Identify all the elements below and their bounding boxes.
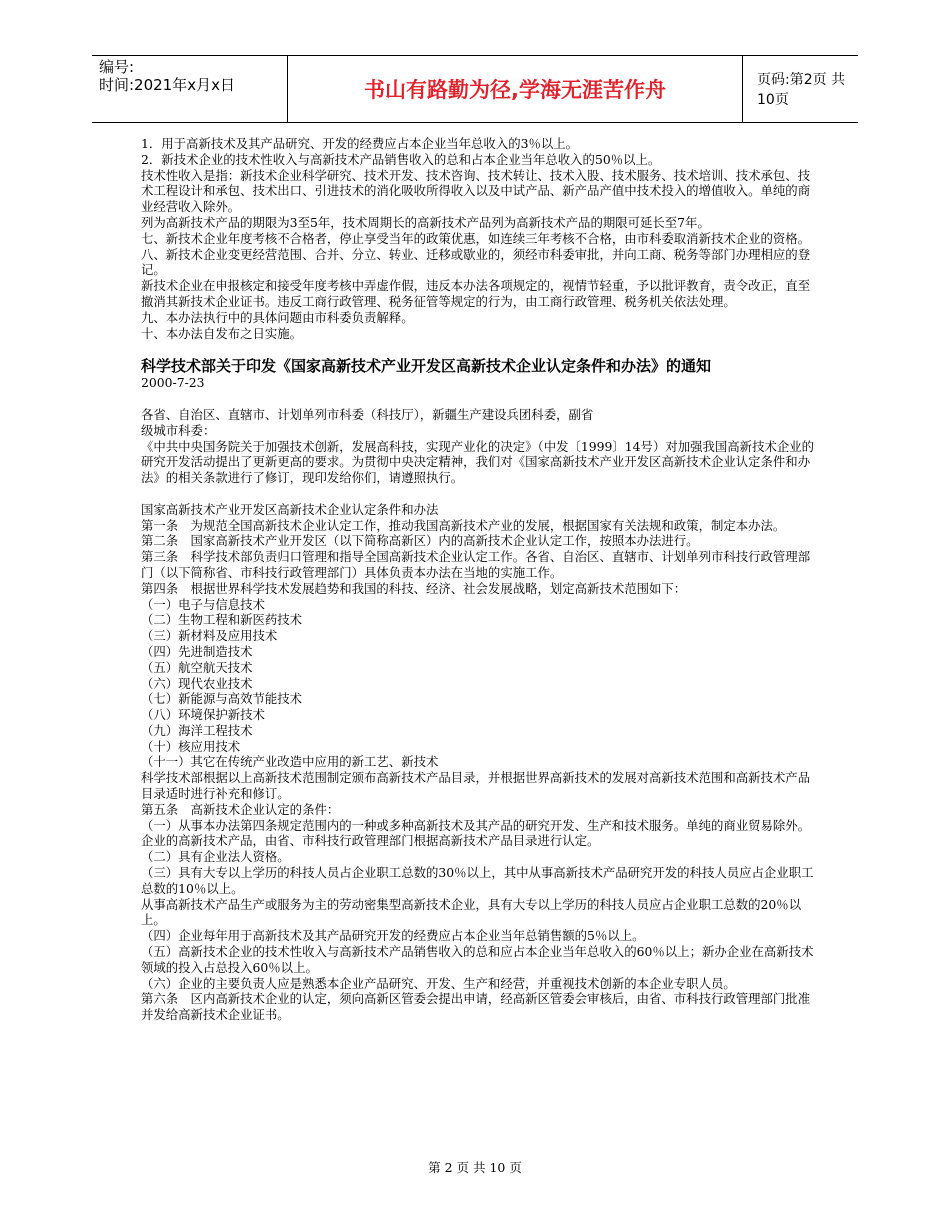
- list-item: （五）航空航天技术: [141, 659, 253, 675]
- paragraph: 新技术企业在申报核定和接受年度考核中弄虚作假，违反本办法各项规定的，视情节轻重，予以批评教育，责令改正，直至撤消其新技术企业证书。违反工商行政管理、税务征管等规定的行为，由工商行政管理、税务机关依法处理。: [141, 278, 811, 309]
- paragraph: 2．新技术企业的技术性收入与高新技术产品销售收入的总和占本企业当年总收入的50％以上。: [141, 151, 661, 167]
- spacer: [141, 486, 821, 502]
- article: 第六条 区内高新技术企业的认定，须向高新区管委会提出申请，经高新区管委会审核后，由省、市科技行政管理部门批准并发给高新技术企业证书。: [141, 991, 811, 1023]
- paragraph: 八、新技术企业变更经营范围、合并、分立、转业、迁移或歇业的，须经市科委审批，并向工商、税务等部门办理相应的登记。: [141, 246, 811, 278]
- list-item: （六）现代农业技术: [141, 675, 253, 691]
- list-item: （七）新能源与高效节能技术: [141, 691, 303, 707]
- notice-paragraph: 《中共中央国务院关于加强技术创新，发展高科技，实现产业化的决定》（中发〔1999〕14号）对加强我国高新技术企业的研究开发活动提出了更新更高的要求。为贯彻中央决定精神，我们对《国家高新技术产业开发区高新技术企业认定条件和办法》的相关条款进行了修订，现印发给你们，请遵照执行。: [141, 438, 815, 486]
- article: 第四条 根据世界科学技术发展趋势和我国的科技、经济、社会发展战略，划定高新技术范围如下：: [141, 580, 687, 596]
- document-time-label: 时间:2021年x月x日: [99, 76, 235, 94]
- list-item: （九）海洋工程技术: [141, 722, 253, 738]
- list-item: （三）新材料及应用技术: [141, 628, 278, 644]
- notice-date: 2000-7-23: [141, 375, 205, 391]
- paragraph: 技术性收入是指：新技术企业科学研究、技术开发、技术咨询、技术转让、技术入股、技术服务、技术培训、技术承包、技术工程设计和承包、技术出口、引进技术的消化吸收所得收入以及中试产品、新产品产值中技术投入的增值收入。单纯的商业经营收入除外。: [141, 167, 811, 215]
- article: 第五条 高新技术企业认定的条件：: [141, 801, 340, 817]
- article: 第二条 国家高新技术产业开发区（以下简称高新区）内的高新技术企业认定工作，按照本办法进行。: [141, 533, 699, 549]
- paragraph: （二）具有企业法人资格。: [141, 849, 290, 865]
- article: 第一条 为规范全国高新技术企业认定工作，推动我国高新技术产业的发展，根据国家有关法规和政策，制定本办法。: [141, 517, 786, 533]
- article: 第三条 科学技术部负责归口管理和指导全国高新技术企业认定工作。各省、自治区、直辖市、计划单列市科技行政管理部门（以下简称省、市科技行政管理部门）具体负责本办法在当地的实施工作。: [141, 549, 811, 580]
- list-item: （八）环境保护新技术: [141, 707, 265, 723]
- header-motto: 书山有路勤为径,学海无涯苦作舟: [287, 56, 743, 122]
- paragraph: 1．用于高新技术及其产品研究、开发的经费应占本企业当年总收入的3％以上。: [141, 136, 579, 151]
- page-header: [92, 55, 858, 123]
- addressee-line: 各省、自治区、直辖市、计划单列市科委（科技厅），新疆生产建设兵团科委，副省: [141, 406, 594, 422]
- page-footer: 第 2 页 共 10 页: [428, 1160, 522, 1175]
- paragraph: 科学技术部根据以上高新技术范围制定颁布高新技术产品目录，并根据世界高新技术的发展对高新技术范围和高新技术产品目录适时进行补充和修订。: [141, 770, 811, 802]
- paragraph: 七、新技术企业年度考核不合格者，停止享受当年的政策优惠，如连续三年考核不合格，由市科委取消新技术企业的资格。: [141, 230, 811, 246]
- paragraph: （一）从事本办法第四条规定范围内的一种或多种高新技术及其产品的研究开发、生产和技术服务。单纯的商业贸易除外。: [141, 817, 811, 833]
- paragraph: 从事高新技术产品生产或服务为主的劳动密集型高新技术企业，具有大专以上学历的科技人员应占企业职工总数的20％以上。: [141, 896, 802, 928]
- header-meta: [99, 58, 289, 94]
- header-page-number: 页码:第2页 共10页: [757, 72, 846, 108]
- list-item: （四）先进制造技术: [141, 643, 253, 659]
- notice-title: 科学技术部关于印发《国家高新技术产业开发区高新技术企业认定条件和办法》的通知: [141, 357, 712, 376]
- paragraph: （六）企业的主要负责人应是熟悉本企业产品研究、开发、生产和经营，并重视技术创新的本企业专职人员。: [141, 975, 736, 991]
- section-heading: 国家高新技术产业开发区高新技术企业认定条件和办法: [141, 501, 439, 517]
- list-item: （十一）其它在传统产业改造中应用的新工艺、新技术: [141, 754, 439, 770]
- paragraph: （四）企业每年用于高新技术及其产品研究开发的经费应占本企业当年总销售额的5％以上。: [141, 928, 645, 944]
- paragraph: 列为高新技术产品的期限为3至5年，技术周期长的高新技术产品列为高新技术产品的期限可延长至7年。: [141, 214, 710, 230]
- list-item: （十）核应用技术: [141, 738, 241, 754]
- list-item: （一）电子与信息技术: [141, 596, 265, 612]
- addressee-line: 级城市科委：: [141, 422, 216, 438]
- list-item: （二）生物工程和新医药技术: [141, 612, 303, 628]
- paragraph: （五）高新技术企业的技术性收入与高新技术产品销售收入的总和应占本企业当年总收入的60％以上；新办企业在高新技术领域的投入占总投入60％以上。: [141, 944, 814, 975]
- document-number-label: 编号:: [99, 58, 135, 76]
- paragraph: 九、本办法执行中的具体问题由市科委负责解释。: [141, 309, 414, 325]
- paragraph: 企业的高新技术产品，由省、市科技行政管理部门根据高新技术产品目录进行认定。: [141, 833, 600, 849]
- spacer: [141, 391, 821, 407]
- paragraph: （三）具有大专以上学历的科技人员占企业职工总数的30％以上，其中从事高新技术产品研究开发的科技人员应占企业职工总数的10％以上。: [141, 865, 814, 896]
- paragraph: 十、本办法自发布之日实施。: [141, 325, 303, 341]
- document-body: [141, 136, 821, 1023]
